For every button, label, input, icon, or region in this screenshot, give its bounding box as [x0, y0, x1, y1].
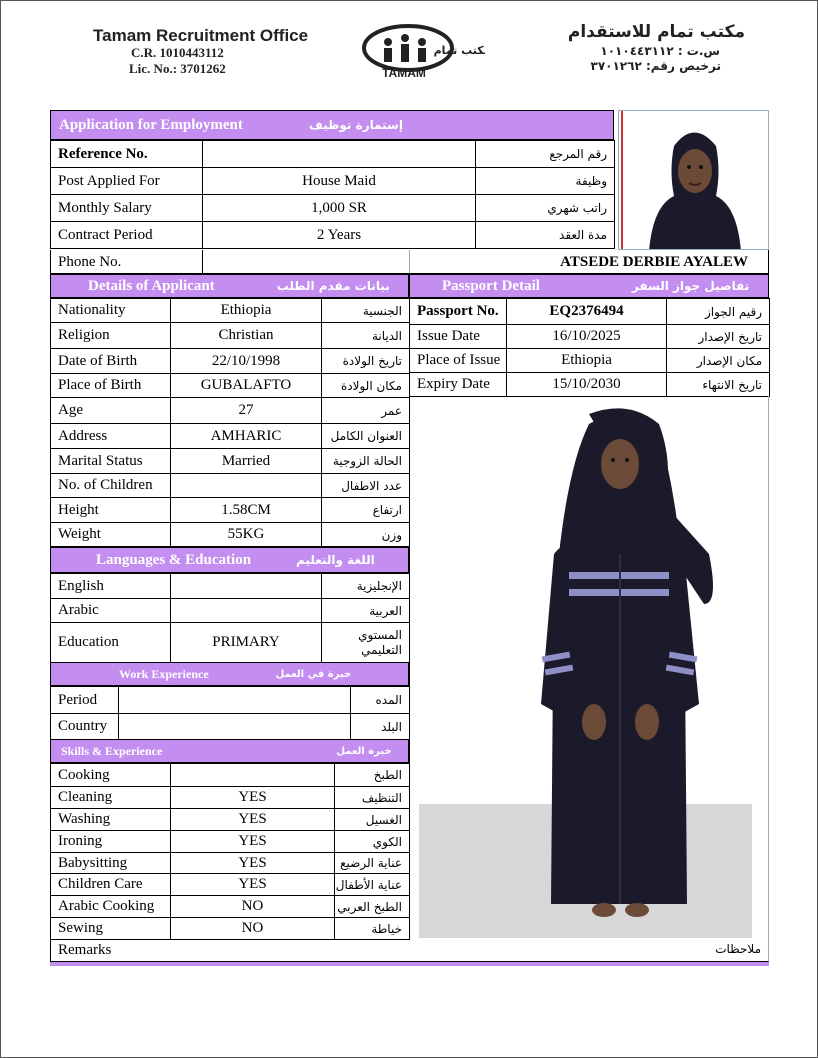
- passport-title-ar: تفاصيل جواز السفر: [631, 279, 750, 293]
- table-row: [51, 498, 410, 523]
- marital-label-ar: الحالة الزوجية: [322, 449, 410, 474]
- applicant-title-bar: [50, 274, 409, 298]
- office-cr-en: C.R. 1010443112: [131, 45, 224, 60]
- table-row: [51, 141, 615, 168]
- dob-value: 22/10/1998: [171, 349, 322, 374]
- table-row: [51, 374, 410, 398]
- logo-ar-text: مكتب تمام: [433, 44, 485, 57]
- reference-value: [203, 141, 476, 168]
- ironing-label-ar: الكوي: [335, 831, 410, 853]
- work-title-en: Work Experience: [119, 666, 209, 681]
- table-row: [410, 325, 770, 349]
- languages-table: [50, 573, 410, 663]
- post-label: Post Applied For: [51, 168, 203, 195]
- contract-label-ar: مدة العقد: [476, 222, 615, 249]
- office-name-ar: مكتب تمام للاستقدام: [567, 22, 745, 42]
- country-label: Country: [51, 714, 119, 740]
- passport-no-label-ar: رقيم الجواز: [667, 299, 770, 325]
- work-title-ar: خبرة في العمل: [275, 668, 352, 680]
- table-row: [51, 853, 410, 874]
- nationality-value: Ethiopia: [171, 299, 322, 323]
- cleaning-value: YES: [171, 787, 335, 809]
- period-value: [119, 687, 351, 714]
- age-label: Age: [51, 398, 171, 424]
- remarks-label-ar: ملاحظات: [715, 942, 761, 956]
- passport-title-en: Passport Detail: [442, 277, 540, 294]
- address-label: Address: [51, 424, 171, 449]
- skills-title-en: Skills & Experience: [61, 743, 163, 758]
- expiry-label-ar: تاريخ الانتهاء: [667, 373, 770, 397]
- weight-value: 55KG: [171, 523, 322, 547]
- arabic-cooking-value: NO: [171, 896, 335, 918]
- education-label: Education: [51, 623, 171, 663]
- portrait-photo-image: [619, 111, 769, 250]
- table-row: [51, 349, 410, 374]
- passport-title-bar: [409, 274, 769, 298]
- issue-date-value: 16/10/2025: [507, 325, 667, 349]
- period-label-ar: المده: [351, 687, 410, 714]
- application-title-en: Application for Employment: [59, 116, 243, 133]
- religion-value: Christian: [171, 323, 322, 349]
- table-row: [51, 424, 410, 449]
- arabic-cooking-label-ar: الطبخ العربي: [335, 896, 410, 918]
- applicant-title-ar: بيانات مقدم الطلب: [276, 279, 390, 293]
- table-row: [51, 323, 410, 349]
- cooking-label: Cooking: [51, 764, 171, 787]
- cleaning-label-ar: التنظيف: [335, 787, 410, 809]
- washing-label: Washing: [51, 809, 171, 831]
- table-row: [51, 398, 410, 424]
- application-table: [50, 140, 615, 249]
- religion-label-ar: الديانة: [322, 323, 410, 349]
- applicant-name: ATSEDE DERBIE AYALEW: [560, 254, 748, 270]
- table-row: [51, 714, 410, 740]
- children-label: No. of Children: [51, 474, 171, 498]
- portrait-photo: [618, 110, 769, 250]
- age-value: 27: [171, 398, 322, 424]
- phone-divider: [202, 250, 203, 273]
- sewing-label-ar: خياطة: [335, 918, 410, 940]
- cooking-value: [171, 764, 335, 787]
- pob-label: Place of Birth: [51, 374, 171, 398]
- applicant-table: [50, 298, 410, 547]
- languages-title-ar: اللغة والتعليم: [296, 553, 375, 567]
- dob-label: Date of Birth: [51, 349, 171, 374]
- application-title-bar: [50, 110, 614, 140]
- salary-label: Monthly Salary: [51, 195, 203, 222]
- table-row: [51, 874, 410, 896]
- table-row: [410, 349, 770, 373]
- table-row: [51, 687, 410, 714]
- passport-no-value: EQ2376494: [507, 299, 667, 325]
- washing-value: YES: [171, 809, 335, 831]
- reference-label: Reference No.: [51, 141, 203, 168]
- applicant-title-en: Details of Applicant: [88, 277, 215, 294]
- address-label-ar: العنوان الكامل: [322, 424, 410, 449]
- table-row: [51, 168, 615, 195]
- contract-label: Contract Period: [51, 222, 203, 249]
- skills-title-ar: خبرة العمل: [336, 745, 392, 757]
- tamam-logo: [360, 20, 485, 82]
- table-row: [51, 764, 410, 787]
- logo-word: TAMAM: [382, 66, 426, 80]
- religion-label: Religion: [51, 323, 171, 349]
- reference-label-ar: رقم المرجع: [476, 141, 615, 168]
- cooking-label-ar: الطبخ: [335, 764, 410, 787]
- cleaning-label: Cleaning: [51, 787, 171, 809]
- nationality-label-ar: الجنسية: [322, 299, 410, 323]
- dob-label-ar: تاريخ الولادة: [322, 349, 410, 374]
- passport-table: [409, 298, 770, 397]
- phone-label: Phone No.: [58, 254, 122, 270]
- period-label: Period: [51, 687, 119, 714]
- marital-label: Marital Status: [51, 449, 171, 474]
- table-row: [410, 299, 770, 325]
- table-row: [51, 195, 615, 222]
- pob-value: GUBALAFTO: [171, 374, 322, 398]
- height-label: Height: [51, 498, 171, 523]
- sewing-value: NO: [171, 918, 335, 940]
- ironing-value: YES: [171, 831, 335, 853]
- table-row: [51, 474, 410, 498]
- expiry-label: Expiry Date: [410, 373, 507, 397]
- sewing-label: Sewing: [51, 918, 171, 940]
- table-row: [51, 574, 410, 599]
- issue-date-label-ar: تاريخ الإصدار: [667, 325, 770, 349]
- table-row: [51, 918, 410, 940]
- work-table: [50, 686, 410, 740]
- marital-value: Married: [171, 449, 322, 474]
- languages-title-bar: [50, 547, 409, 573]
- table-row: [51, 222, 615, 249]
- arabic-label: Arabic: [51, 599, 171, 623]
- children-value: [171, 474, 322, 498]
- washing-label-ar: الغسيل: [335, 809, 410, 831]
- work-title-bar: [50, 662, 409, 686]
- children-care-label: Children Care: [51, 874, 171, 896]
- remarks-accent-line: [50, 962, 769, 966]
- babysitting-label: Babysitting: [51, 853, 171, 874]
- remarks-label: Remarks: [58, 942, 112, 958]
- table-row: [51, 523, 410, 547]
- age-label-ar: عمر: [322, 398, 410, 424]
- phone-divider-2: [409, 250, 410, 273]
- phone-row: [50, 250, 769, 274]
- arabic-label-ar: العربية: [322, 599, 410, 623]
- table-row: [410, 373, 770, 397]
- table-row: [51, 299, 410, 323]
- tamam-logo-icon: [360, 20, 485, 82]
- babysitting-label-ar: عناية الرضيع: [335, 853, 410, 874]
- office-lic-ar: ترخيص رقم: ٣٧٠١٢٦٢: [590, 59, 721, 73]
- skills-title-bar: [50, 739, 409, 763]
- babysitting-value: YES: [171, 853, 335, 874]
- children-care-label-ar: عناية الأطفال: [335, 874, 410, 896]
- table-row: [51, 449, 410, 474]
- education-label-ar: المستوي التعليمي: [322, 623, 410, 663]
- weight-label-ar: وزن: [322, 523, 410, 547]
- education-value: PRIMARY: [171, 623, 322, 663]
- salary-label-ar: راتب شهري: [476, 195, 615, 222]
- english-label-ar: الإنجليزية: [322, 574, 410, 599]
- passport-no-label: Passport No.: [410, 299, 507, 325]
- children-label-ar: عدد الاطفال: [322, 474, 410, 498]
- salary-value: 1,000 SR: [203, 195, 476, 222]
- place-issue-label-ar: مكان الإصدار: [667, 349, 770, 373]
- table-row: [51, 787, 410, 809]
- office-cr-ar: س.ت : ١٠١٠٤٤٣١١٢: [600, 44, 720, 58]
- languages-title-en: Languages & Education: [96, 551, 252, 568]
- office-name-en: Tamam Recruitment Office: [93, 26, 309, 45]
- english-value: [171, 574, 322, 599]
- post-label-ar: وظيفة: [476, 168, 615, 195]
- expiry-value: 15/10/2030: [507, 373, 667, 397]
- right-panel-border: [409, 396, 769, 940]
- country-value: [119, 714, 351, 740]
- ironing-label: Ironing: [51, 831, 171, 853]
- contract-value: 2 Years: [203, 222, 476, 249]
- table-row: [51, 896, 410, 918]
- country-label-ar: البلد: [351, 714, 410, 740]
- address-value: AMHARIC: [171, 424, 322, 449]
- weight-label: Weight: [51, 523, 171, 547]
- arabic-cooking-label: Arabic Cooking: [51, 896, 171, 918]
- table-row: [51, 599, 410, 623]
- nationality-label: Nationality: [51, 299, 171, 323]
- height-label-ar: ارتفاع: [322, 498, 410, 523]
- post-value: House Maid: [203, 168, 476, 195]
- table-row: [51, 831, 410, 853]
- arabic-value: [171, 599, 322, 623]
- place-issue-label: Place of Issue: [410, 349, 507, 373]
- height-value: 1.58CM: [171, 498, 322, 523]
- english-label: English: [51, 574, 171, 599]
- office-lic-en: Lic. No.: 3701262: [129, 61, 226, 76]
- application-title-ar: إستمارة توظيف: [308, 118, 403, 132]
- pob-label-ar: مكان الولادة: [322, 374, 410, 398]
- issue-date-label: Issue Date: [410, 325, 507, 349]
- remarks-row: [50, 939, 769, 962]
- skills-table: [50, 763, 410, 940]
- table-row: [51, 623, 410, 663]
- place-issue-value: Ethiopia: [507, 349, 667, 373]
- table-row: [51, 809, 410, 831]
- children-care-value: YES: [171, 874, 335, 896]
